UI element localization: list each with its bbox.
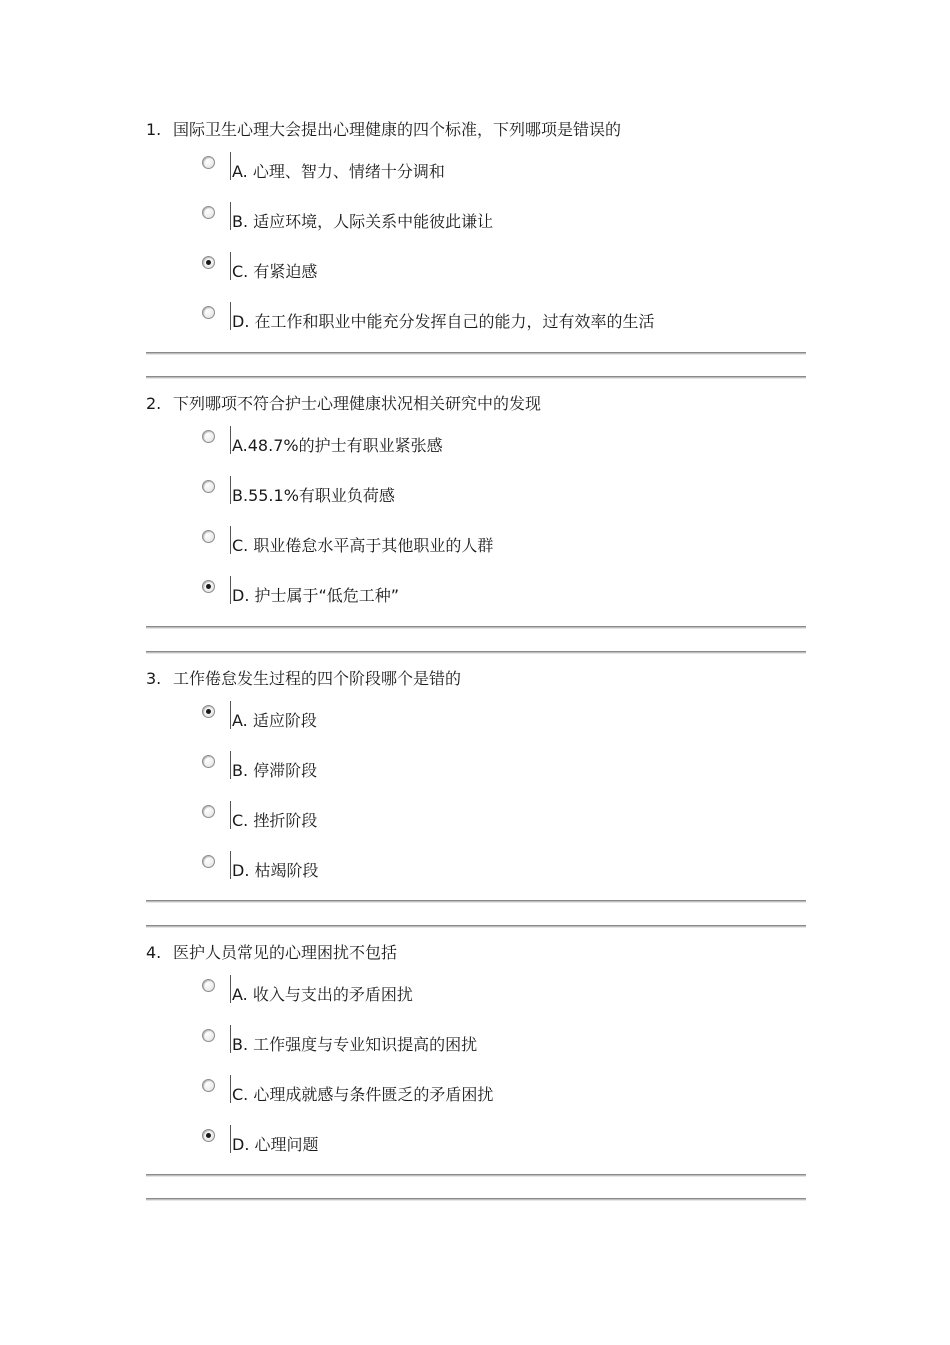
option-2d[interactable] bbox=[200, 580, 820, 608]
radio-button-icon[interactable] bbox=[202, 979, 215, 992]
radio-button-icon[interactable] bbox=[202, 805, 215, 818]
option-divider bbox=[230, 252, 231, 280]
option-label[interactable]: A.48.7%的护士有职业紧张感 bbox=[232, 436, 443, 455]
option-divider bbox=[230, 801, 231, 829]
option-4a[interactable] bbox=[200, 979, 820, 1007]
option-label[interactable]: C. 有紧迫感 bbox=[232, 262, 318, 281]
option-label[interactable]: B. 停滞阶段 bbox=[232, 761, 318, 780]
radio-button-icon[interactable] bbox=[202, 530, 215, 543]
option-label[interactable]: D. 护士属于“低危工种” bbox=[232, 586, 400, 605]
option-divider bbox=[230, 1125, 231, 1153]
option-label[interactable]: C. 挫折阶段 bbox=[232, 811, 318, 830]
option-label[interactable]: A. 收入与支出的矛盾困扰 bbox=[232, 985, 413, 1004]
separator-line bbox=[146, 626, 806, 629]
option-label[interactable]: D. 枯竭阶段 bbox=[232, 861, 319, 880]
option-divider bbox=[230, 576, 231, 604]
option-divider bbox=[230, 526, 231, 554]
question-number: 1. bbox=[146, 120, 162, 139]
radio-button-icon[interactable] bbox=[202, 206, 215, 219]
option-4b[interactable] bbox=[200, 1029, 820, 1057]
question-number: 3. bbox=[146, 669, 162, 688]
question-text: 下列哪项不符合护士心理健康状况相关研究中的发现 bbox=[173, 394, 542, 413]
question-title bbox=[146, 669, 461, 689]
option-divider bbox=[230, 751, 231, 779]
option-divider bbox=[230, 701, 231, 729]
option-label[interactable]: C. 心理成就感与条件匮乏的矛盾困扰 bbox=[232, 1085, 494, 1104]
radio-button-icon[interactable] bbox=[202, 580, 215, 593]
option-1a[interactable] bbox=[200, 156, 820, 184]
radio-button-icon[interactable] bbox=[202, 755, 215, 768]
option-divider bbox=[230, 851, 231, 879]
radio-button-icon[interactable] bbox=[202, 705, 215, 718]
option-4d[interactable] bbox=[200, 1129, 820, 1157]
question-text: 医护人员常见的心理困扰不包括 bbox=[173, 943, 398, 962]
radio-button-icon[interactable] bbox=[202, 306, 215, 319]
option-label[interactable]: D. 心理问题 bbox=[232, 1135, 319, 1154]
option-label[interactable]: A. 心理、智力、情绪十分调和 bbox=[232, 162, 445, 181]
radio-button-icon[interactable] bbox=[202, 1029, 215, 1042]
radio-button-icon[interactable] bbox=[202, 855, 215, 868]
option-label[interactable]: B. 适应环境，人际关系中能彼此谦让 bbox=[232, 212, 494, 231]
question-text: 工作倦怠发生过程的四个阶段哪个是错的 bbox=[173, 669, 462, 688]
option-label[interactable]: D. 在工作和职业中能充分发挥自己的能力，过有效率的生活 bbox=[232, 312, 655, 331]
separator-line bbox=[146, 1198, 806, 1201]
separator-line bbox=[146, 376, 806, 379]
option-3d[interactable] bbox=[200, 855, 820, 883]
option-divider bbox=[230, 476, 231, 504]
option-divider bbox=[230, 1075, 231, 1103]
question-number: 2. bbox=[146, 394, 162, 413]
option-1d[interactable] bbox=[200, 306, 820, 334]
option-divider bbox=[230, 302, 231, 330]
radio-button-icon[interactable] bbox=[202, 256, 215, 269]
question-title bbox=[146, 120, 621, 140]
option-divider bbox=[230, 152, 231, 180]
separator-line bbox=[146, 925, 806, 928]
option-label[interactable]: C. 职业倦怠水平高于其他职业的人群 bbox=[232, 536, 494, 555]
option-1b[interactable] bbox=[200, 206, 820, 234]
option-divider bbox=[230, 426, 231, 454]
option-2a[interactable] bbox=[200, 430, 820, 458]
option-label[interactable]: B.55.1%有职业负荷感 bbox=[232, 486, 395, 505]
question-text: 国际卫生心理大会提出心理健康的四个标准，下列哪项是错误的 bbox=[173, 120, 622, 139]
radio-button-icon[interactable] bbox=[202, 430, 215, 443]
option-2b[interactable] bbox=[200, 480, 820, 508]
option-divider bbox=[230, 975, 231, 1003]
separator-line bbox=[146, 1174, 806, 1177]
option-divider bbox=[230, 202, 231, 230]
radio-button-icon[interactable] bbox=[202, 480, 215, 493]
question-title bbox=[146, 943, 397, 963]
option-3a[interactable] bbox=[200, 705, 820, 733]
option-divider bbox=[230, 1025, 231, 1053]
option-4c[interactable] bbox=[200, 1079, 820, 1107]
option-3c[interactable] bbox=[200, 805, 820, 833]
separator-line bbox=[146, 651, 806, 654]
option-label[interactable]: B. 工作强度与专业知识提高的困扰 bbox=[232, 1035, 478, 1054]
separator-line bbox=[146, 352, 806, 355]
radio-button-icon[interactable] bbox=[202, 156, 215, 169]
radio-button-icon[interactable] bbox=[202, 1079, 215, 1092]
separator-line bbox=[146, 900, 806, 903]
option-label[interactable]: A. 适应阶段 bbox=[232, 711, 317, 730]
option-3b[interactable] bbox=[200, 755, 820, 783]
radio-button-icon[interactable] bbox=[202, 1129, 215, 1142]
question-number: 4. bbox=[146, 943, 162, 962]
option-1c[interactable] bbox=[200, 256, 820, 284]
option-2c[interactable] bbox=[200, 530, 820, 558]
question-title bbox=[146, 394, 541, 414]
